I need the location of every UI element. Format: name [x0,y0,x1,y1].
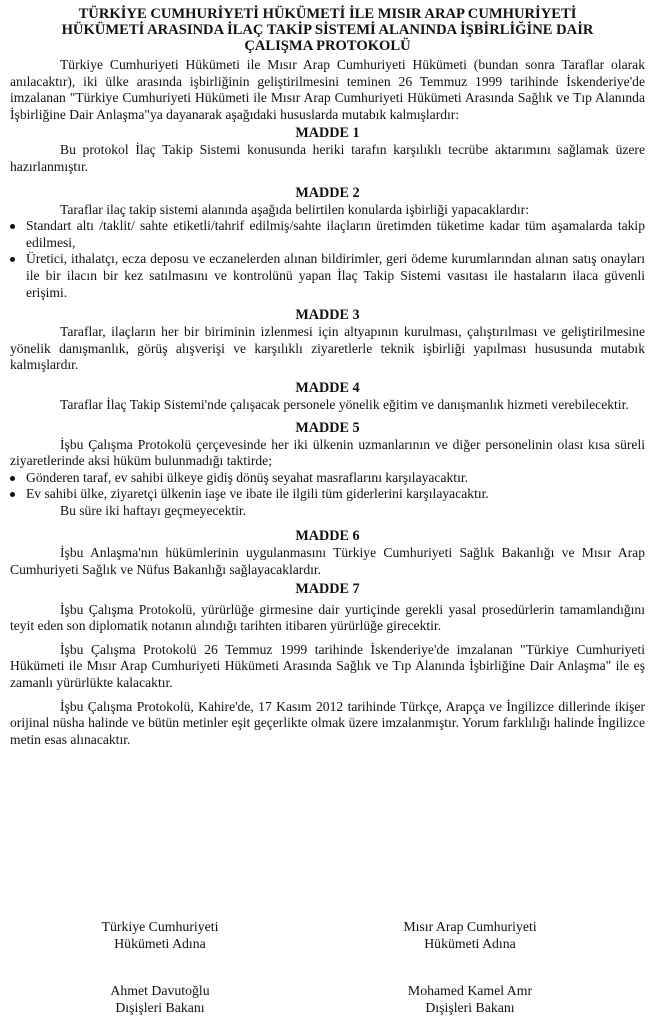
list-item: Standart altı /taklit/ sahte etiketli/tahrif edilmiş/sahte ilaçların üretimden tüketime kadar tüm aşamalarda takip edilmesi, [10,218,645,251]
article-7-paragraph-3: İşbu Çalışma Protokolü, Kahire'de, 17 Kasım 2012 tarihinde Türkçe, Arapça ve İngilizce dillerinde ikişer orijinal nüsha halinde ve bütün metinler eşit geçerlikte olmak üzere imzalanmıştır. Yorum farklılığı halinde İngilizce metin esas alınacaktır. [10,698,645,747]
document-title [10,6,645,54]
signatory-role: Dışişleri Bakanı [115,1000,205,1015]
list-item: Gönderen taraf, ev sahibi ülkeye gidiş dönüş seyahat masraflarını karşılayacaktır. [10,470,645,487]
article-1-heading: MADDE 1 [295,125,360,142]
title-line-2: HÜKÜMETİ ARASINDA İLAÇ TAKİP SİSTEMİ ALANINDA İŞBİRLİĞİNE DAİR [61,22,594,38]
article-1-text: Bu protokol İlaç Takip Sistemi konusunda heriki tarafın karşılıklı tecrübe aktarımını sağlamak üzere hazırlanmıştır. [10,142,645,174]
article-7-paragraph-1: İşbu Çalışma Protokolü, yürürlüğe girmesine dair yurtiçinde gerekli yasal prosedürlerin tamamlandığını teyit eden son diplomatik notanın alındığı tarihten itibaren yürürlüğe girecektir. [10,601,645,634]
signatory-role: Dışişleri Bakanı [425,1000,515,1015]
title-line-3: ÇALIŞMA PROTOKOLÜ [244,38,411,54]
signatory-on-behalf: Hükümeti Adına [424,936,516,951]
signatory-name: Mohamed Kamel Amr [407,983,533,998]
article-5-heading: MADDE 5 [295,419,360,436]
signature-left [30,918,290,1016]
preamble: Türkiye Cumhuriyeti Hükümeti ile Mısır Arap Cumhuriyeti Hükümeti (bundan sonra Taraflar olarak anılacaktır), iki ülke arasında işbirliğinin geliştirilmesini teminen 26 Temmuz 1999 tarihinde İskenderiye'de imzalanan "Türkiye Cumhuriyeti Hükümeti ile Mısır Arap Cumhuriyeti Hükümeti Arasında Sağlık ve Tıp Alanında İşbirliğine Dair Anlaşma"ya dayanarak aşağıdaki hususlarda mutabık kalmışlardır: [10,57,645,122]
signatory-on-behalf: Hükümeti Adına [114,936,206,951]
article-5-list [10,470,645,503]
signature-right [340,918,600,1016]
article-3-text: Taraflar, ilaçların her bir biriminin izlenmesi için altyapının kurulması, çalıştırılması ve geliştirilmesine yönelik danışmanlık, görüş alışverişi ve karşılıklı ziyaretlerle teknik işbirliği yapılması hususunda mutabık kalmışlardır. [10,324,645,373]
article-6-text: İşbu Anlaşma'nın hükümlerinin uygulanmasını Türkiye Cumhuriyeti Sağlık Bakanlığı ve Mısır Arap Cumhuriyeti Sağlık ve Nüfus Bakanlığı sağlayacaklardır. [10,545,645,578]
article-5-after: Bu süre iki haftayı geçmeyecektir. [60,502,247,518]
article-6-heading: MADDE 6 [295,528,360,545]
article-5-text: İşbu Çalışma Protokolü çerçevesinde her iki ülkenin uzmanlarının ve diğer personelinin olası kısa süreli ziyaretlerinde aksi hüküm bulunmadığı taktirde; [10,436,645,469]
list-item: Ev sahibi ülke, ziyaretçi ülkenin iaşe ve ibate ile ilgili tüm giderlerini karşılayacaktır. [10,486,645,503]
article-2-heading: MADDE 2 [295,184,360,201]
article-2-text: Taraflar ilaç takip sistemi alanında aşağıda belirtilen konularda işbirliği yapacaklardır: [60,201,529,217]
article-3-heading: MADDE 3 [295,307,360,324]
signatory-name: Ahmet Davutoğlu [110,983,210,998]
article-4-text: Taraflar İlaç Takip Sistemi'nde çalışacak personele yönelik eğitim ve danışmanlık hizmeti verebilecektir. [60,396,629,412]
article-4-heading: MADDE 4 [295,379,360,396]
article-2-list [10,218,645,301]
article-7-paragraph-2: İşbu Çalışma Protokolü 26 Temmuz 1999 tarihinde İskenderiye'de imzalanan "Türkiye Cumhuriyeti Hükümeti ile Mısır Arap Cumhuriyeti Hükümeti Arasında Sağlık ve Tıp Alanında İşbirliğine Dair Anlaşma" ile eş zamanlı yürürlükte kalacaktır. [10,641,645,691]
signatory-government: Mısır Arap Cumhuriyeti [403,919,537,934]
list-item: Üretici, ithalatçı, ecza deposu ve eczanelerden alınan bildirimler, geri ödeme kurumlarından alınan satış onayları ile bir ilacın bir kez satılmasını ve kontrolünü yapan İlaç Takip Sistemi vasıtası ile hastaların ilaca güvenli erişimi. [10,251,645,301]
signatory-government: Türkiye Cumhuriyeti [101,919,219,934]
article-7-heading: MADDE 7 [295,580,360,597]
title-line-1: TÜRKİYE CUMHURİYETİ HÜKÜMETİ İLE MISIR ARAP CUMHURİYETİ [78,6,577,22]
